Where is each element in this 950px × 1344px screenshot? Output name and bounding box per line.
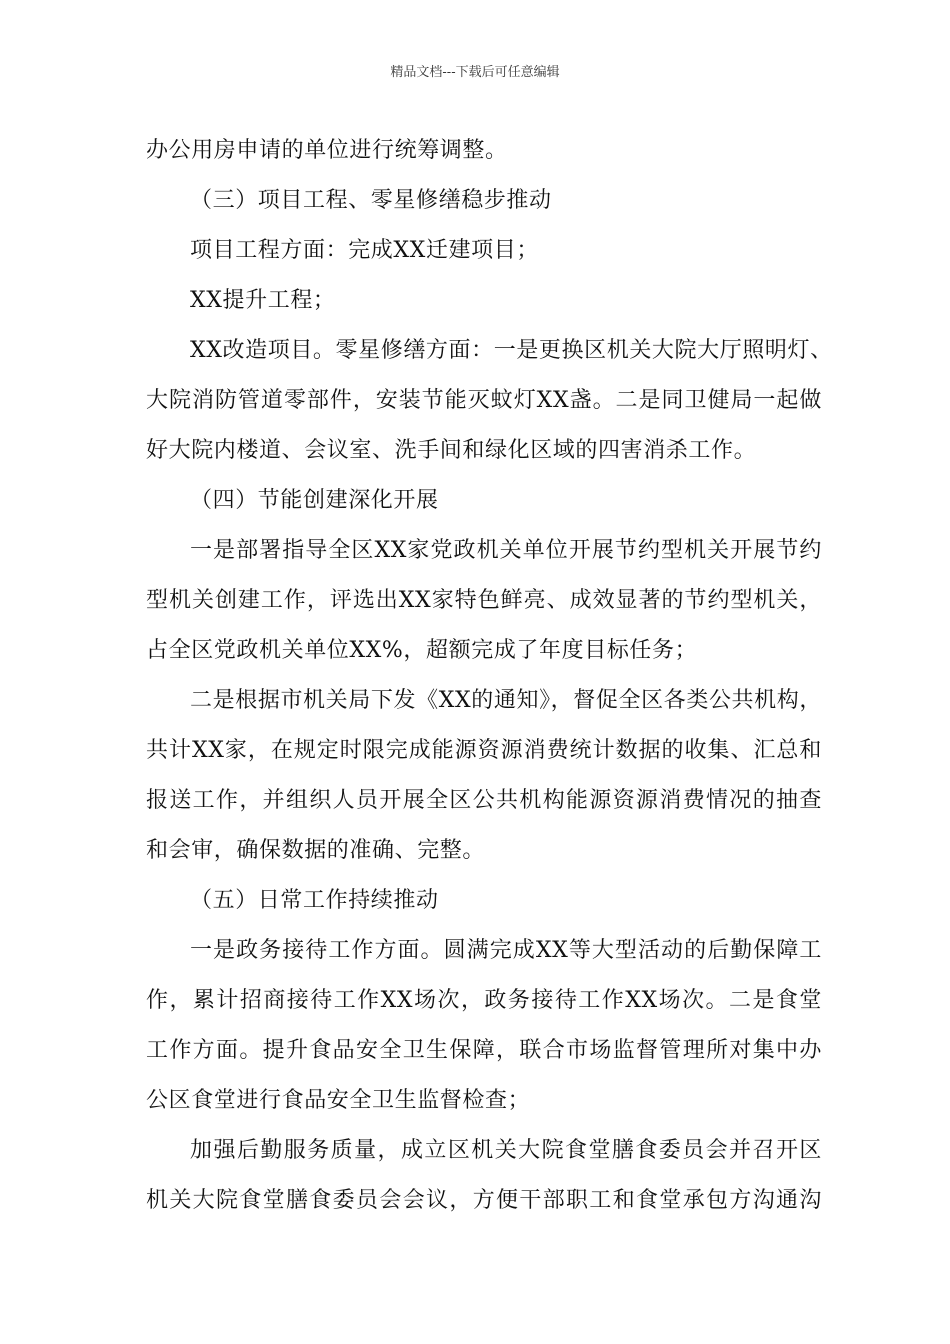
paragraph-line: 二是根据市机关局下发《XX的通知》，督促全区各类公共机构，	[190, 688, 822, 713]
paragraph-line: XX提升工程；	[190, 288, 336, 313]
paragraph-line: 一是部署指导全区XX家党政机关单位开展节约型机关开展节约	[190, 538, 822, 563]
paragraph-line: 一是政务接待工作方面。圆满完成XX等大型活动的后勤保障工	[190, 938, 822, 963]
paragraph-line: 和会审，确保数据的准确、完整。	[146, 838, 486, 863]
section-heading-5: （五）日常工作持续推动	[190, 888, 439, 913]
section-heading-4: （四）节能创建深化开展	[190, 488, 439, 513]
paragraph-line: 大院消防管道零部件，安装节能灭蚊灯XX盏。二是同卫健局一起做	[146, 388, 822, 413]
paragraph-line: 共计XX家，在规定时限完成能源资源消费统计数据的收集、汇总和	[146, 738, 822, 763]
paragraph-line: 项目工程方面：完成XX迁建项目；	[190, 238, 539, 263]
paragraph-line: 工作方面。提升食品安全卫生保障，联合市场监督管理所对集中办	[146, 1038, 822, 1063]
paragraph-line: 加强后勤服务质量，成立区机关大院食堂膳食委员会并召开区	[190, 1138, 822, 1163]
paragraph-line: 好大院内楼道、会议室、洗手间和绿化区域的四害消杀工作。	[146, 438, 757, 463]
paragraph-line: 作，累计招商接待工作XX场次，政务接待工作XX场次。二是食堂	[146, 988, 822, 1013]
paragraph-line: 报送工作，并组织人员开展全区公共机构能源资源消费情况的抽查	[146, 788, 822, 813]
section-heading-3: （三）项目工程、零星修缮稳步推动	[190, 188, 552, 213]
paragraph-line: 办公用房申请的单位进行统筹调整。	[146, 138, 508, 163]
paragraph-line: XX改造项目。零星修缮方面：一是更换区机关大院大厅照明灯、	[190, 338, 833, 363]
page-header: 精品文档---下载后可任意编辑	[390, 65, 560, 80]
paragraph-line: 占全区党政机关单位XX%，超额完成了年度目标任务；	[146, 638, 698, 663]
paragraph-line: 型机关创建工作，评选出XX家特色鲜亮、成效显著的节约型机关，	[146, 588, 822, 613]
paragraph-line: 公区食堂进行食品安全卫生监督检查；	[146, 1088, 531, 1113]
paragraph-line: 机关大院食堂膳食委员会会议，方便干部职工和食堂承包方沟通沟	[146, 1188, 822, 1213]
document-body	[146, 126, 833, 1226]
